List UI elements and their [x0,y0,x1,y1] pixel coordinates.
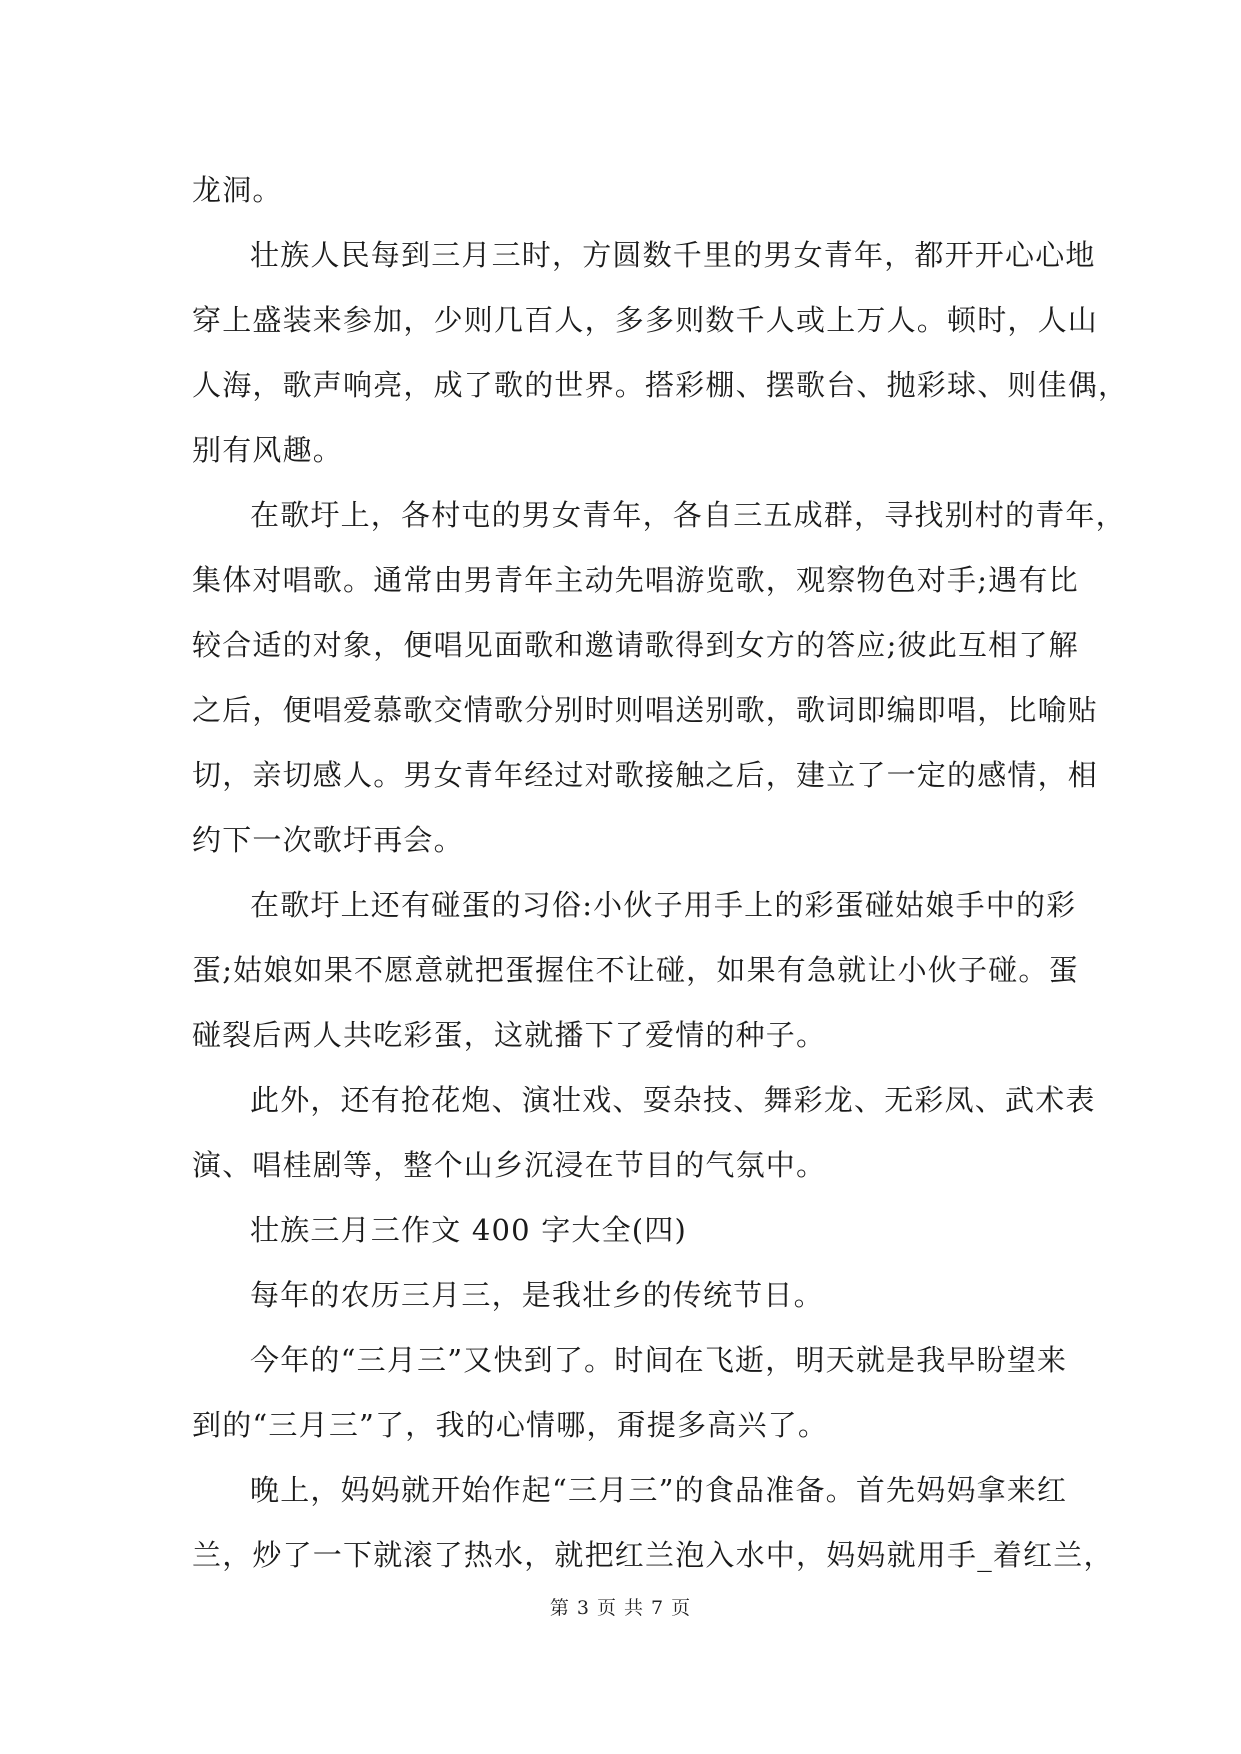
text-line: 约下一次歌圩再会。 [192,823,464,857]
text-line: 之后，便唱爱慕歌交情歌分别时则唱送别歌，歌词即编即唱，比喻贴 [192,693,1099,727]
document-body [192,158,1129,1588]
paragraph-start-line: 晚上，妈妈就开始作起“三月三”的食品准备。首先妈妈拿来红 [250,1473,1068,1507]
paragraph-start-line: 此外，还有抢花炮、演壮戏、耍杂技、舞彩龙、无彩凤、武术表 [250,1083,1096,1117]
paragraph-start-line: 在歌圩上还有碰蛋的习俗:小伙子用手上的彩蛋碰姑娘手中的彩 [250,888,1077,922]
text-line: 龙洞。 [192,173,283,207]
section-heading: 壮族三月三作文 400 字大全(四) [250,1213,688,1247]
paragraph-start-line: 今年的“三月三”又快到了。时间在飞逝，明天就是我早盼望来 [250,1343,1068,1377]
page-number-footer: 第 3 页 共 7 页 [549,1597,692,1619]
text-line: 兰，炒了一下就滚了热水，就把红兰泡入水中，妈妈就用手_着红兰， [192,1538,1114,1572]
text-line: 较合适的对象，便唱见面歌和邀请歌得到女方的答应;彼此互相了解 [192,628,1079,662]
paragraph-start-line: 在歌圩上，各村屯的男女青年，各自三五成群，寻找别村的青年， [250,498,1126,532]
text-line: 切，亲切感人。男女青年经过对歌接触之后，建立了一定的感情，相 [192,758,1099,792]
text-line: 别有风趣。 [192,433,344,467]
text-line: 人海，歌声响亮，成了歌的世界。搭彩棚、摆歌台、抛彩球、则佳偶， [192,368,1129,402]
paragraph-start-line: 每年的农历三月三，是我壮乡的传统节日。 [250,1278,824,1312]
text-line: 碰裂后两人共吃彩蛋，这就播下了爱情的种子。 [192,1018,827,1052]
text-line: 到的“三月三”了，我的心情哪，甭提多高兴了。 [192,1408,829,1442]
paragraph-start-line: 壮族人民每到三月三时，方圆数千里的男女青年，都开开心心地 [250,238,1096,272]
text-line: 蛋;姑娘如果不愿意就把蛋握住不让碰，如果有急就让小伙子碰。蛋 [192,953,1079,987]
text-line: 集体对唱歌。通常由男青年主动先唱游览歌，观察物色对手;遇有比 [192,563,1079,597]
text-line: 穿上盛装来参加，少则几百人，多多则数千人或上万人。顿时，人山 [192,303,1099,337]
text-line: 演、唱桂剧等，整个山乡沉浸在节目的气氛中。 [192,1148,827,1182]
